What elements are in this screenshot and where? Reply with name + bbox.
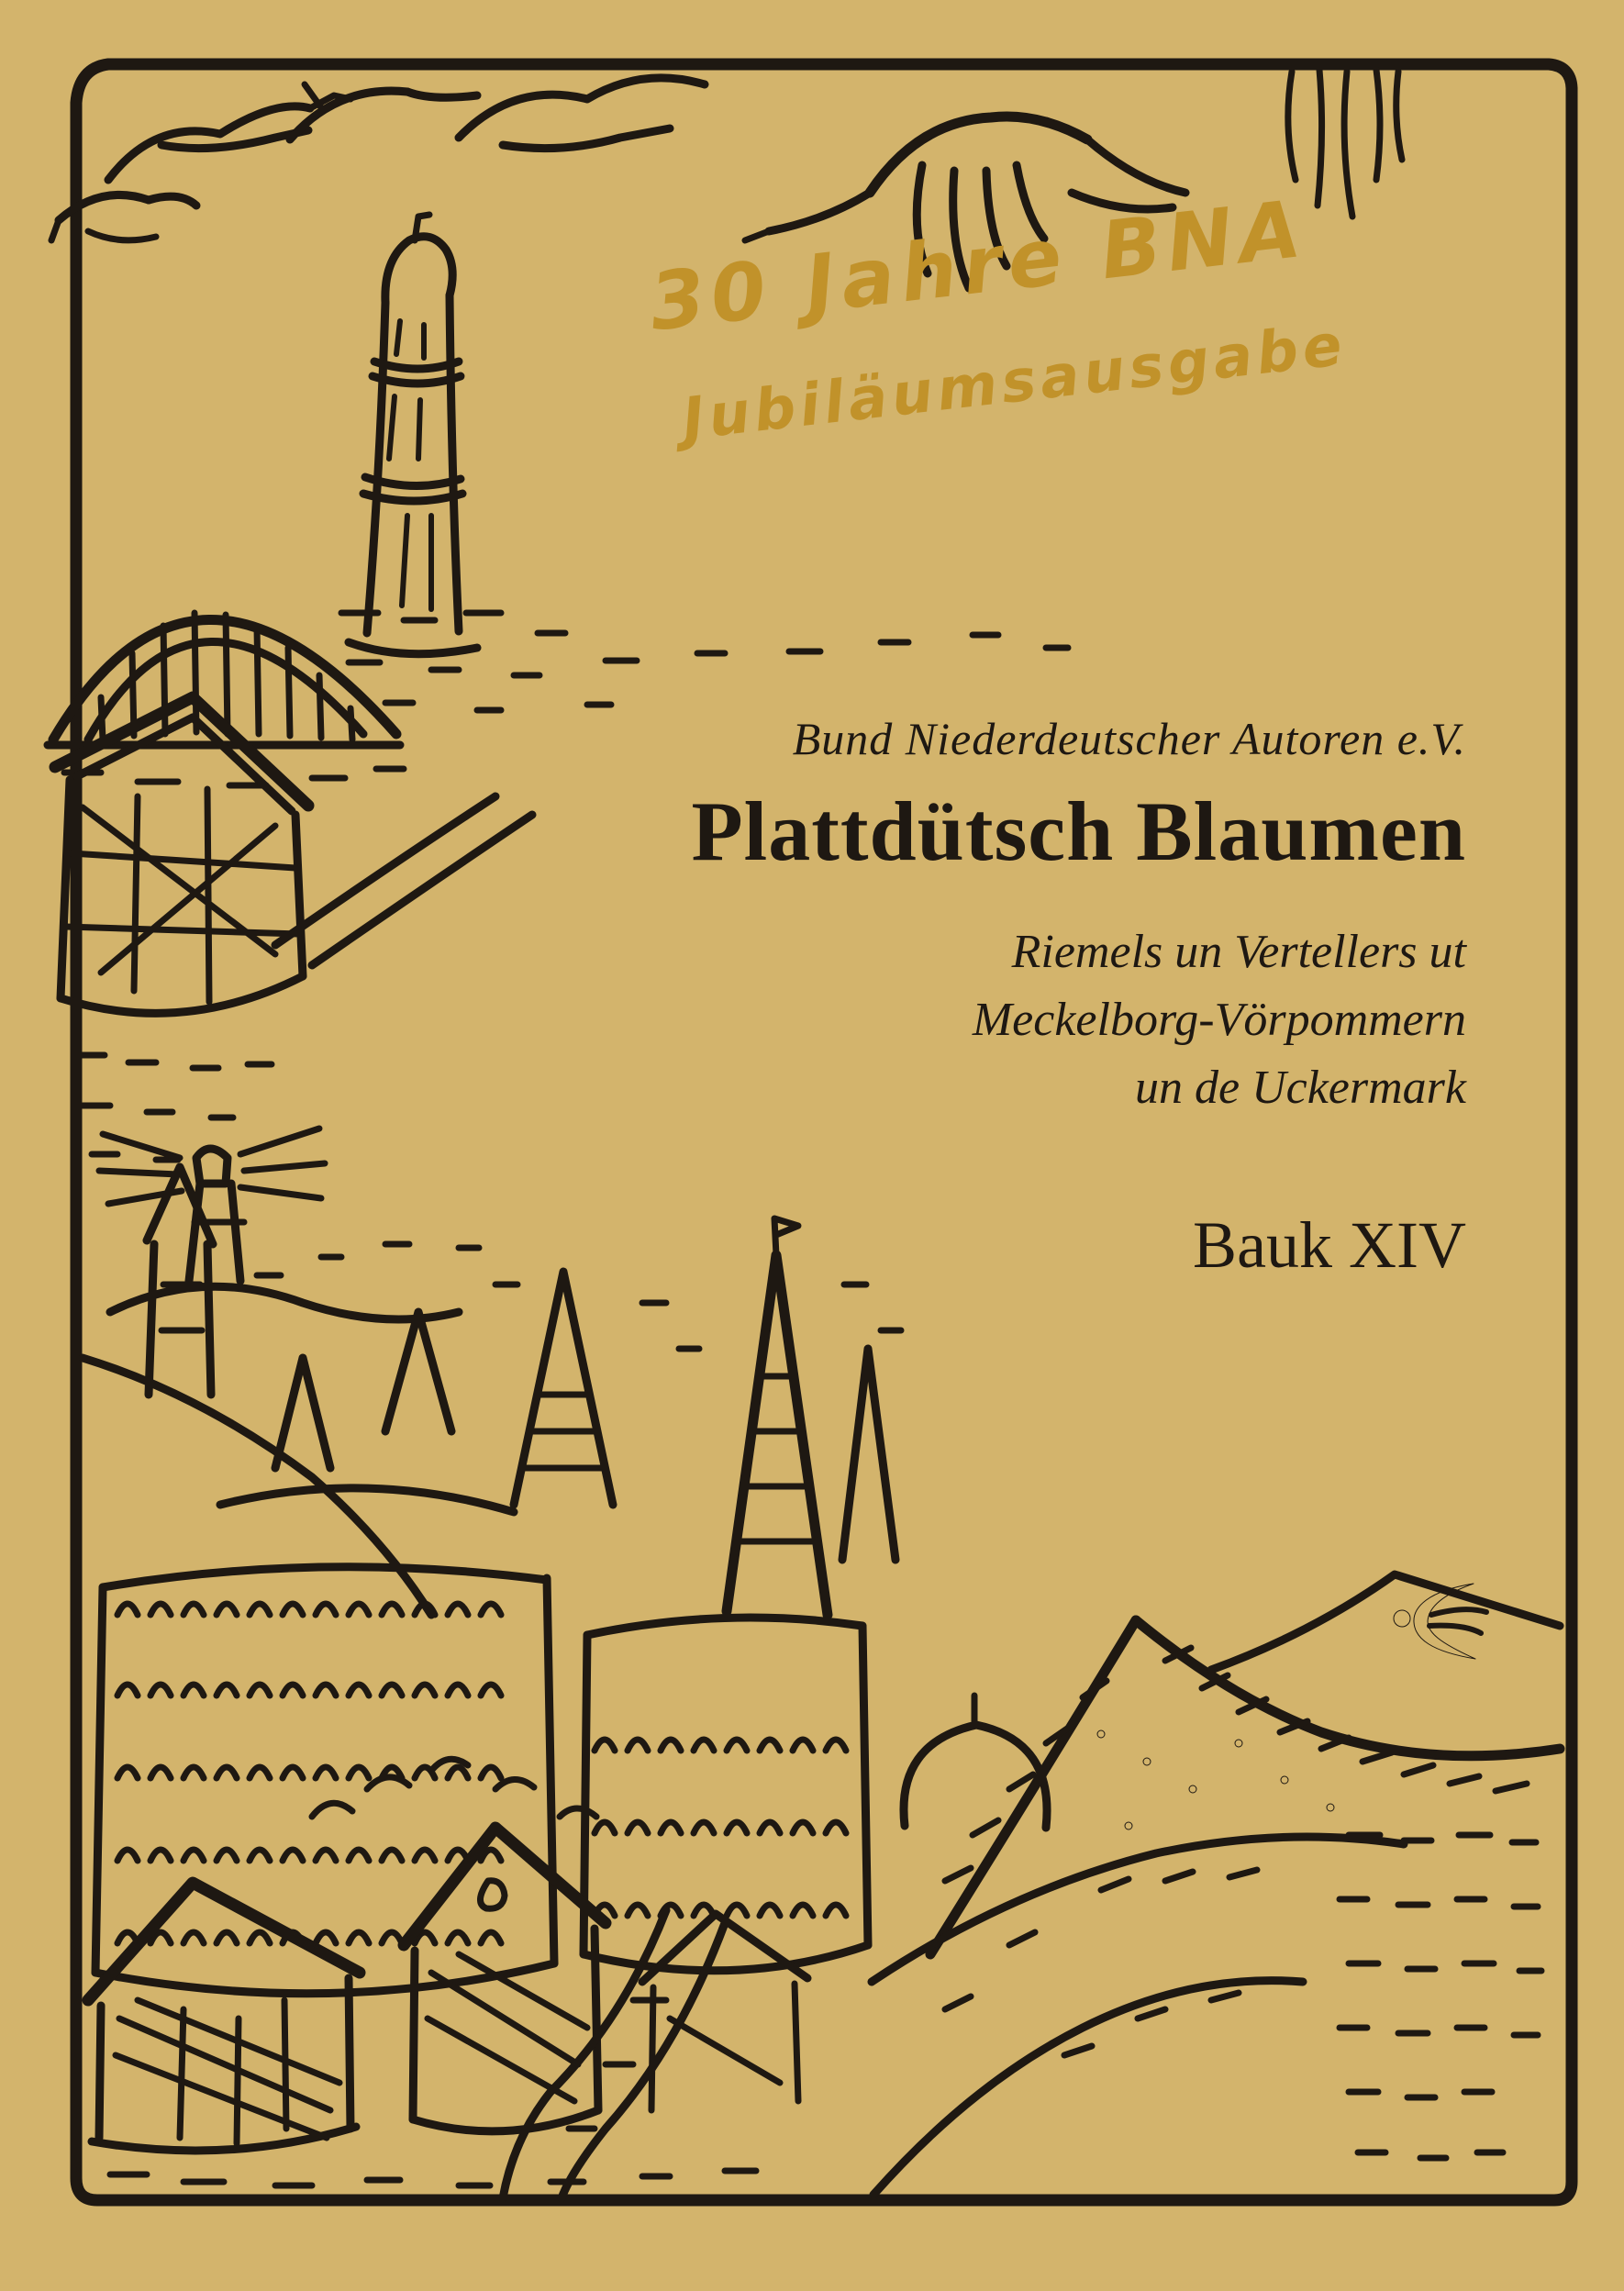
book-title: Plattdütsch Blaumen bbox=[691, 784, 1466, 878]
pier-dashes bbox=[73, 1055, 272, 1160]
lighthouse bbox=[349, 215, 477, 654]
reed-scribbles bbox=[1288, 70, 1402, 217]
subtitle-line-3: un de Uckermark bbox=[1135, 1062, 1466, 1114]
subtitle-line-1: Riemels un Vertellers ut bbox=[1011, 926, 1466, 978]
mountains bbox=[872, 1574, 1560, 2195]
title-block bbox=[691, 711, 1466, 1284]
path-trail bbox=[503, 1910, 725, 2198]
subtitle-lines bbox=[691, 918, 1466, 1122]
subtitle-line-2: Meckelborg-Vörpommern bbox=[972, 994, 1466, 1046]
volume-label: Bauk XIV bbox=[1193, 1208, 1466, 1282]
publisher-line: Bund Niederdeutscher Autoren e.V. bbox=[792, 713, 1466, 764]
anniversary-badge-line1: 30 Jahre BNA bbox=[645, 183, 1312, 350]
anniversary-badge-line2: Jubiläumsausgabe bbox=[679, 310, 1350, 453]
